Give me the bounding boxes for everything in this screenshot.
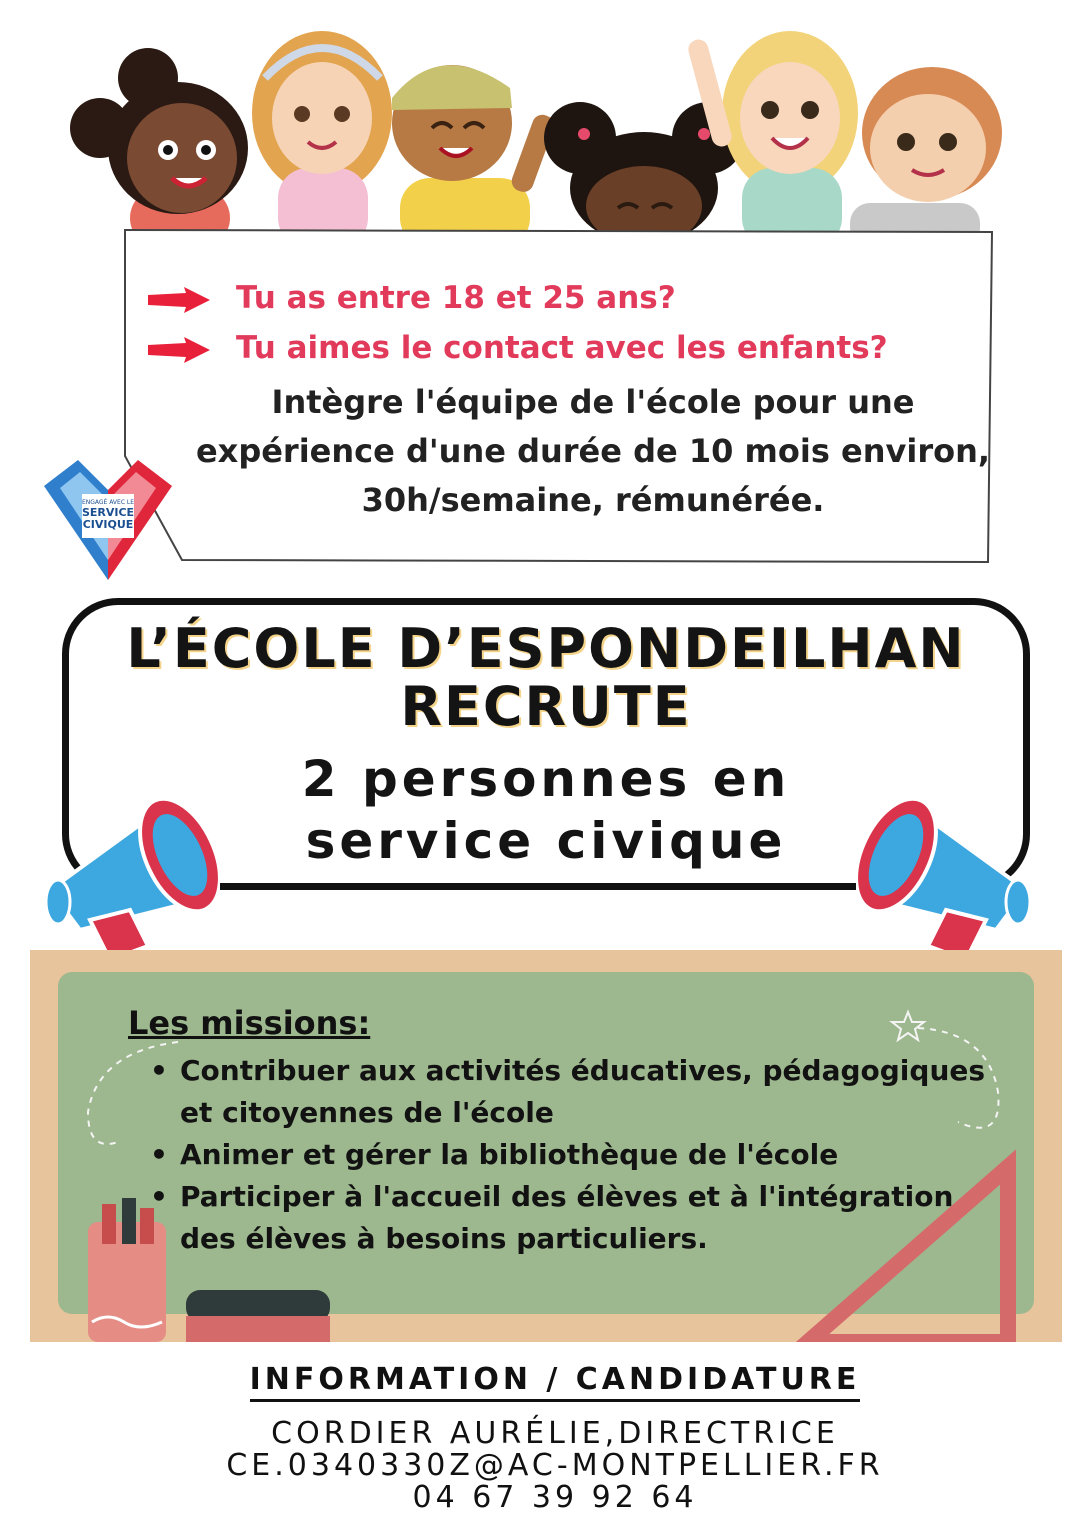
mission-item: • Animer et gérer la bibliothèque de l'école [150, 1134, 990, 1176]
service-civique-logo [40, 450, 176, 586]
arrow-right-icon [148, 337, 210, 363]
child-figure [252, 31, 392, 248]
question-children: Tu aimes le contact avec les enfants? [148, 330, 888, 366]
child-figure [850, 67, 1002, 248]
child-figure [392, 65, 557, 248]
megaphone-icon [856, 770, 1036, 970]
mission-item: • Contribuer aux activités éducatives, pédagogiques et citoyennes de l'école [150, 1050, 990, 1134]
contact-name: CORDIER AURÉLIE,DIRECTRICE [271, 1416, 839, 1451]
question-age: Tu as entre 18 et 25 ans? [148, 280, 676, 316]
info-heading: INFORMATION / CANDIDATURE [0, 1362, 1080, 1397]
intro-text [190, 378, 996, 525]
arrow-right-icon [148, 287, 210, 313]
child-figure [70, 48, 248, 248]
recruit-subtitle: 2 personnes en service civique [301, 750, 791, 870]
contact-block [0, 1418, 1080, 1514]
intro-line: expérience d'une durée de 10 mois environ, [195, 432, 991, 470]
svg-text:ENGAGÉ AVEC LE: ENGAGÉ AVEC LE [81, 499, 135, 506]
megaphone-icon [40, 770, 220, 970]
recruit-title: L’ÉCOLE D’ESPONDEILHAN RECRUTE [126, 617, 966, 738]
children-illustration [60, 18, 1020, 248]
intro-line: Intègre l'équipe de l'école pour une [271, 383, 915, 421]
contact-email[interactable]: CE.0340330Z@AC-MONTPELLIER.FR [226, 1448, 884, 1483]
intro-line: 30h/semaine, rémunérée. [361, 481, 825, 519]
mission-item: • Participer à l'accueil des élèves et à l'intégration des élèves à besoins particuliers. [150, 1176, 990, 1260]
missions-list [150, 1050, 990, 1260]
missions-title: Les missions: [128, 1004, 371, 1042]
svg-text:SERVICE: SERVICE [81, 506, 135, 519]
svg-text:CIVIQUE: CIVIQUE [82, 518, 134, 531]
contact-phone[interactable]: 04 67 39 92 64 [412, 1480, 698, 1515]
